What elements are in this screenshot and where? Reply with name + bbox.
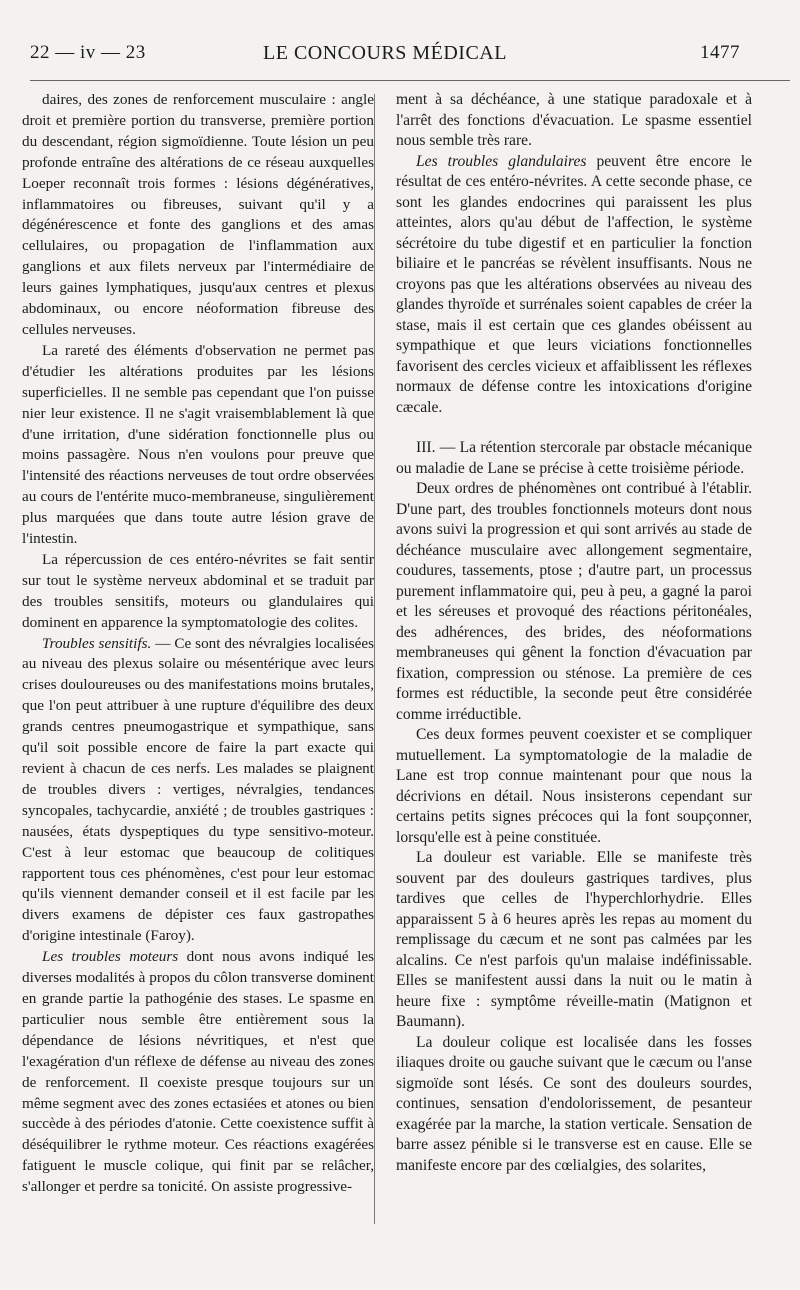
paragraph xyxy=(396,90,752,152)
paragraph-text: Deux ordres de phénomènes ont contribué à l'établir. D'une part, des troubles fonctionnels moteurs dont nous avons suivi la progression et qui sont arrivés au stade de déchéance musculaire avec allongement segmentaire, coudures, tassements, ptose ; d'autre part, un processus purement inflammatoire qui, peu à peu, a gagné la paroi et les séreuses et provoqué des réactions péritonéales, des adhérences, des brides, des néoformations membraneuses qui gênent la fonction d'évacuation par fixation, compression ou sténose. La première de ces formes est réductible, la seconde peut être considérée comme irréductible. xyxy=(396,480,752,723)
paragraph xyxy=(22,947,374,1198)
page-number: 1477 xyxy=(700,42,740,63)
paragraph xyxy=(396,1033,752,1177)
paragraph-lead: Troubles sensitifs. xyxy=(42,634,152,652)
paragraph xyxy=(22,90,374,341)
paragraph xyxy=(22,341,374,550)
paragraph xyxy=(396,479,752,725)
paragraph-text: La répercussion de ces entéro-névrites se fait sentir sur tout le système nerveux abdominal et se traduit par des troubles sensitifs, moteurs ou glandulaires qui dominent en apparence la symptomatologie des colites. xyxy=(22,550,374,631)
paragraph-text: III. — La rétention stercorale par obstacle mécanique ou maladie de Lane se précise à cette troisième période. xyxy=(396,439,752,477)
paragraph-text: dont nous avons indiqué les diverses modalités à propos du côlon transverse dominent en grande partie la pathogénie des stases. Le spasme en particulier nous semble être entièrement sous la dépendance de lésions névritiques, et n'est que l'exagération d'un réflexe de défense au niveau des zones de renforcement. Il coexiste presque toujours sur un même segment avec des zones ectasiées et atones ou bien succède à des périodes d'atonie. Cette coexistence suffit à déséquilibrer le rythme moteur. Ces réactions exagérées fatiguent le muscle colique, qui finit par se relâcher, s'allonger et perdre sa tonicité. On assiste progressive- xyxy=(22,948,374,1196)
paragraph-text: daires, des zones de renforcement musculaire : angle droit et première portion du transverse, première portion du descendant, région sigmoïdienne. Toute lésion un peu profonde entraîne des altérations de ce réseau auxquelles Loeper reconnaît trois formes : lésions dégénératives, inflammatoires ou fibreuses, suivant qu'il y a dégénérescence et fonte des ganglions et des amas cellulaires, ou propagation de l'inflammation aux ganglions et aux filets nerveux par l'intermédiaire de leurs gaines lymphatiques, jusqu'aux centres et plexus abdominaux, ou encore néoformation fibreuse des cellules nerveuses. xyxy=(22,91,374,338)
paragraph xyxy=(396,438,752,479)
paragraph xyxy=(22,634,374,948)
paragraph-text: La douleur est variable. Elle se manifeste très souvent par des douleurs gastriques tardives, plus tardives que celles de l'hyperchlorhydrie. Elles apparaissent 5 à 6 heures après les repas au moment du remplissage du cæcum et ne sont pas calmées par les alcalins. Ce n'est parfois qu'un malaise indéfinissable. Elles se manifestent aussi dans la nuit ou le matin à heure fixe : symptôme réveille-matin (Matignon et Baumann). xyxy=(396,849,752,1030)
page-header xyxy=(30,42,740,68)
header-rule xyxy=(30,80,790,81)
paragraph-lead: Les troubles glandulaires xyxy=(416,152,587,170)
paragraph-lead: Les troubles moteurs xyxy=(42,948,179,966)
paragraph xyxy=(396,152,752,419)
paragraph xyxy=(396,725,752,848)
paragraph xyxy=(22,550,374,634)
paragraph-text: La rareté des éléments d'observation ne permet pas d'étudier les altérations produites par les lésions superficielles. Il ne semble pas cependant que l'on puisse nier leur existence. Il ne s'agit vraisemblablement là que d'une irritation, d'une sidération fonctionnelle plus ou moins passagère. Nous n'en voulons pour preuve que l'intensité des réactions nerveuses de tout ordre observées au cours de l'entérite muco-membraneuse, singulièrement plus marquées que dans toute autre lésion grave de l'intestin. xyxy=(22,341,374,548)
left-column xyxy=(22,90,374,1198)
paragraph xyxy=(396,848,752,1033)
paragraph-text: — Ce sont des névralgies localisées au niveau des plexus solaire ou mésentérique avec leurs crises douloureuses ou des manifestations moins brutales, que l'on peut attribuer à une rupture d'équilibre des deux grands centres pneumogastrique et sympathique, sans qu'il soit possible encore de faire la part exacte qui revient à chacun de ces nerfs. Les malades se plaignent de troubles divers : vertiges, névralgies, tendances syncopales, tachycardie, anxiété ; de troubles gastriques : nausées, états dyspeptiques du type sensitivo-moteur. C'est à leur estomac que beaucoup de colitiques rapportent tous ces phénomènes, c'est pour leur estomac qu'ils viennent demander conseil et il est facile par les divers examens de dépister ces faux gastropathes d'origine intestinale (Faroy). xyxy=(22,634,374,945)
right-column xyxy=(396,90,752,1176)
column-divider xyxy=(374,94,375,1224)
journal-title: LE CONCOURS MÉDICAL xyxy=(263,42,507,64)
paragraph-text: La douleur colique est localisée dans les fosses iliaques droite ou gauche suivant que le cæcum ou l'anse sigmoïde sont lésés. Ce sont des douleurs sourdes, continues, sensation d'endolorissement, de pesanteur exagérée par la marche, la station verticale. Sensation de barre assez pénible si le transverse est en cause. Elle se manifeste encore par des cœlialgies, des solarites, xyxy=(396,1033,752,1174)
paragraph-text: Ces deux formes peuvent coexister et se compliquer mutuellement. La symptomatologie de la maladie de Lane est trop connue maintenant pour que nous la décrivions en détail. Nous insisterons cependant sur certains petits signes précoces qui la font soupçonner, lorsqu'elle est à peine constituée. xyxy=(396,726,752,846)
paragraph-text: ment à sa déchéance, à une statique paradoxale et à l'arrêt des fonctions d'évacuation. Le spasme essentiel nous semble très rare. xyxy=(396,91,752,149)
paragraph-text: peuvent être encore le résultat de ces entéro-névrites. A cette seconde phase, ce sont les glandes endocrines qui paraissent les plus atteintes, alors qu'au début de l'affection, le système sécrétoire du tube digestif et en particulier la fonction biliaire et le pancréas se révèlent insuffisants. Nous ne croyons pas que les altérations observées au niveau des glandes thyroïde et surrénales soient capables de créer la stase, mais il est certain que ces glandes obéissent au sympathique et que leurs viciations fonctionnelles favorisent des cercles vicieux et affaiblissent les réflexes normaux de défense contre les intoxications d'origine cæcale. xyxy=(396,152,752,416)
issue-date: 22 — iv — 23 xyxy=(30,42,146,63)
